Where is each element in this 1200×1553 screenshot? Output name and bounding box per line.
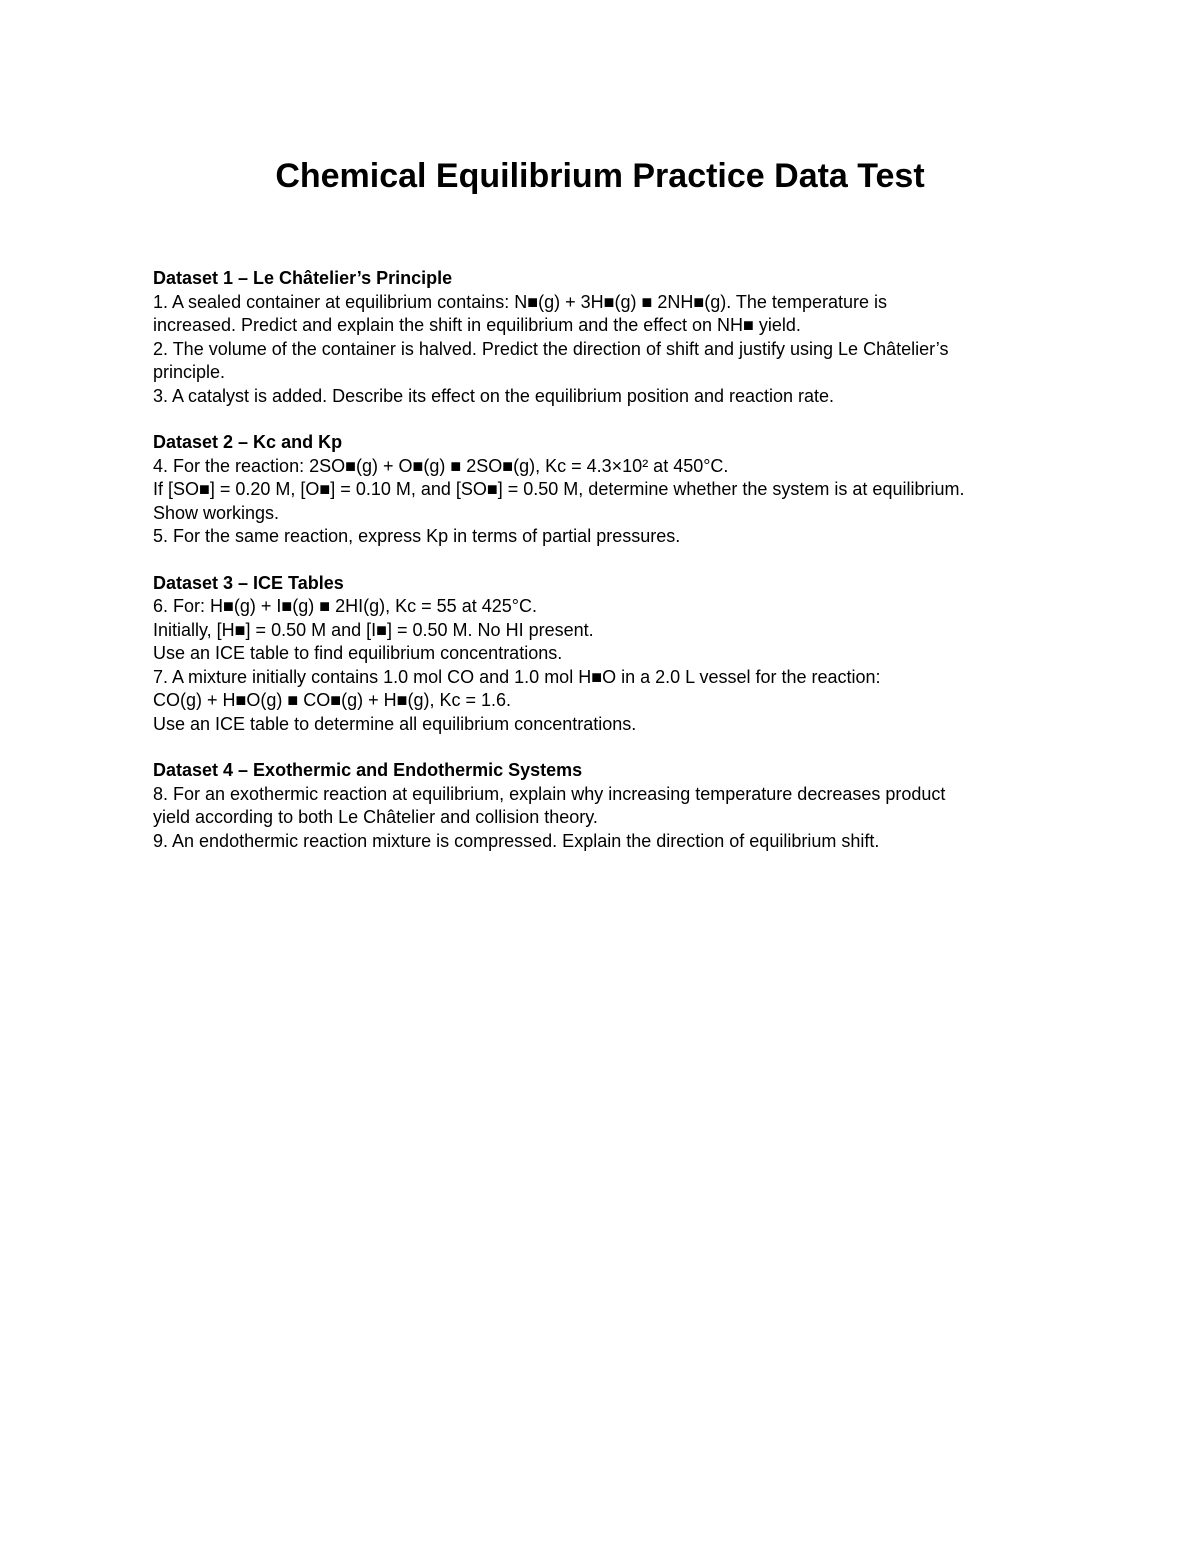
section-heading: Dataset 1 – Le Châtelier’s Principle (153, 268, 453, 288)
section-heading: Dataset 3 – ICE Tables (153, 572, 344, 593)
question-line: Initially, [H■] = 0.50 M and [I■] = 0.50 M. No HI present. (153, 619, 594, 640)
question-line: 6. For: H■(g) + I■(g) ■ 2HI(g), Kc = 55 at 425°C. (153, 596, 537, 616)
section-dataset-4 (153, 759, 1073, 853)
question-line: 7. A mixture initially contains 1.0 mol CO and 1.0 mol H■O in a 2.0 L vessel for the reaction: (153, 666, 881, 687)
question-line: 3. A catalyst is added. Describe its effect on the equilibrium position and reaction rate. (153, 385, 835, 406)
question-line: Use an ICE table to find equilibrium concentrations. (153, 643, 563, 663)
question-line: 5. For the same reaction, express Kp in terms of partial pressures. (153, 526, 681, 546)
question-line: CO(g) + H■O(g) ■ CO■(g) + H■(g), Kc = 1.6. (153, 690, 512, 710)
question-line: 1. A sealed container at equilibrium contains: N■(g) + 3H■(g) ■ 2NH■(g). The temperature is (153, 291, 887, 312)
section-dataset-3 (153, 572, 1073, 737)
question-line: increased. Predict and explain the shift in equilibrium and the effect on NH■ yield. (153, 315, 801, 335)
question-line: 8. For an exothermic reaction at equilibrium, explain why increasing temperature decreases product (153, 783, 946, 804)
question-line: yield according to both Le Châtelier and collision theory. (153, 807, 598, 827)
section-heading: Dataset 2 – Kc and Kp (153, 432, 343, 452)
section-heading: Dataset 4 – Exothermic and Endothermic Systems (153, 760, 583, 780)
question-line: principle. (153, 362, 226, 382)
question-line: 4. For the reaction: 2SO■(g) + O■(g) ■ 2SO■(g), Kc = 4.3×10² at 450°C. (153, 455, 729, 476)
question-line: Show workings. (153, 502, 280, 523)
document-body (153, 267, 1073, 876)
question-line: If [SO■] = 0.20 M, [O■] = 0.10 M, and [SO■] = 0.50 M, determine whether the system is at equilibrium. (153, 479, 965, 499)
question-line: 9. An endothermic reaction mixture is compressed. Explain the direction of equilibrium shift. (153, 830, 880, 851)
question-line: Use an ICE table to determine all equilibrium concentrations. (153, 713, 637, 734)
section-dataset-1 (153, 267, 1073, 408)
document-title: Chemical Equilibrium Practice Data Test (275, 157, 925, 195)
section-dataset-2 (153, 431, 1073, 549)
question-line: 2. The volume of the container is halved. Predict the direction of shift and justify using Le Châtelier’s (153, 338, 949, 359)
